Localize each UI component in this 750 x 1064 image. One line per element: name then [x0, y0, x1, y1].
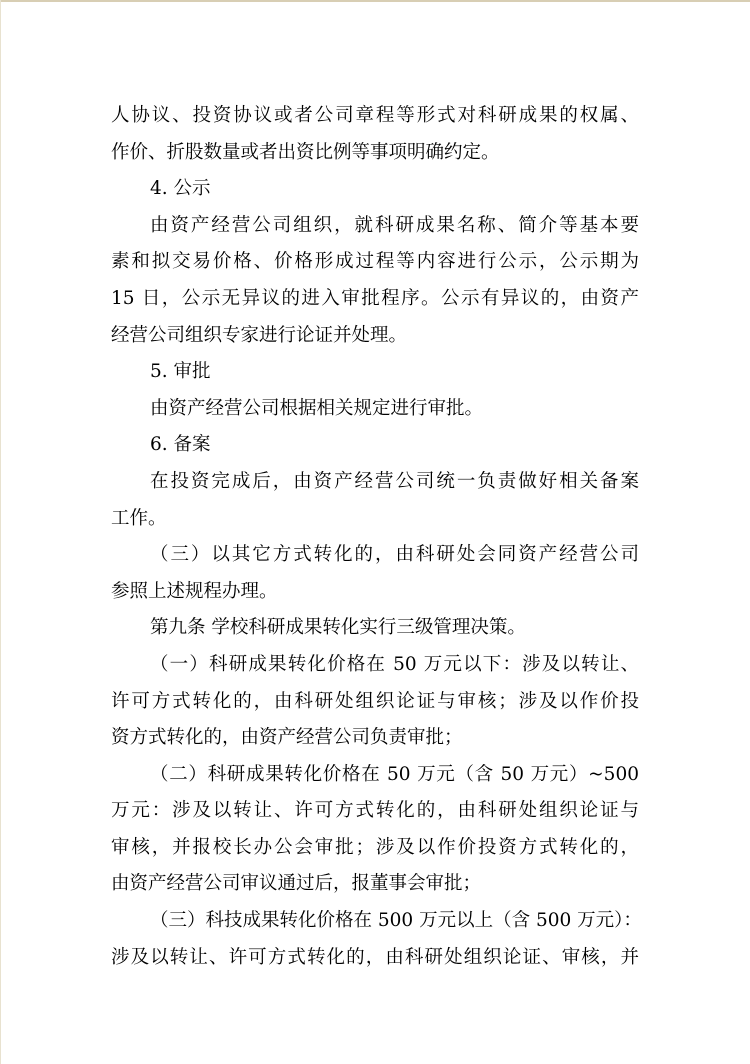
text-line: 万元：涉及以转让、许可方式转化的，由科研处组织论证与 — [111, 800, 639, 822]
text-line: 许可方式转化的，由科研处组织论证与审核；涉及以作价投 — [111, 690, 639, 712]
page-top-border — [0, 0, 750, 2]
text-line: 6. 备案 — [150, 434, 211, 456]
document-body — [111, 98, 642, 976]
text-line: 资方式转化的，由资产经营公司负责审批； — [111, 727, 463, 749]
text-line: （三）科技成果转化价格在 500 万元以上（含 500 万元）： — [150, 910, 642, 932]
text-line: 工作。 — [111, 507, 167, 529]
text-line: 作价、折股数量或者出资比例等事项明确约定。 — [111, 141, 500, 163]
text-line: （一）科研成果转化价格在 50 万元以下：涉及以转让、 — [150, 653, 639, 675]
text-line: 4. 公示 — [150, 178, 211, 200]
page-left-border — [0, 0, 1, 1064]
text-line: 由资产经营公司审议通过后，报董事会审批； — [111, 873, 482, 895]
text-line: 在投资完成后，由资产经营公司统一负责做好相关备案 — [150, 470, 639, 492]
text-line: 参照上述规程办理。 — [111, 580, 278, 602]
text-line: 审核，并报校长办公会审批；涉及以作价投资方式转化的， — [111, 836, 639, 858]
text-line: 由资产经营公司组织，就科研成果名称、简介等基本要 — [150, 214, 639, 236]
text-line: 涉及以转让、许可方式转化的，由科研处组织论证、审核，并 — [111, 946, 639, 968]
text-line: 由资产经营公司根据相关规定进行审批。 — [150, 397, 484, 419]
text-line: 人协议、投资协议或者公司章程等形式对科研成果的权属、 — [111, 105, 639, 126]
text-line: 第九条 学校科研成果转化实行三级管理决策。 — [150, 617, 526, 639]
text-line: （二）科研成果转化价格在 50 万元（含 50 万元）~500 — [150, 763, 639, 785]
text-line: 15 日，公示无异议的进入审批程序。公示有异议的，由资产 — [111, 287, 639, 309]
text-line: 素和拟交易价格、价格形成过程等内容进行公示，公示期为 — [111, 251, 639, 273]
text-line: （三）以其它方式转化的，由科研处会同资产经营公司 — [150, 544, 639, 566]
text-line: 5. 审批 — [150, 361, 211, 383]
text-line: 经营公司组织专家进行论证并处理。 — [111, 324, 408, 346]
